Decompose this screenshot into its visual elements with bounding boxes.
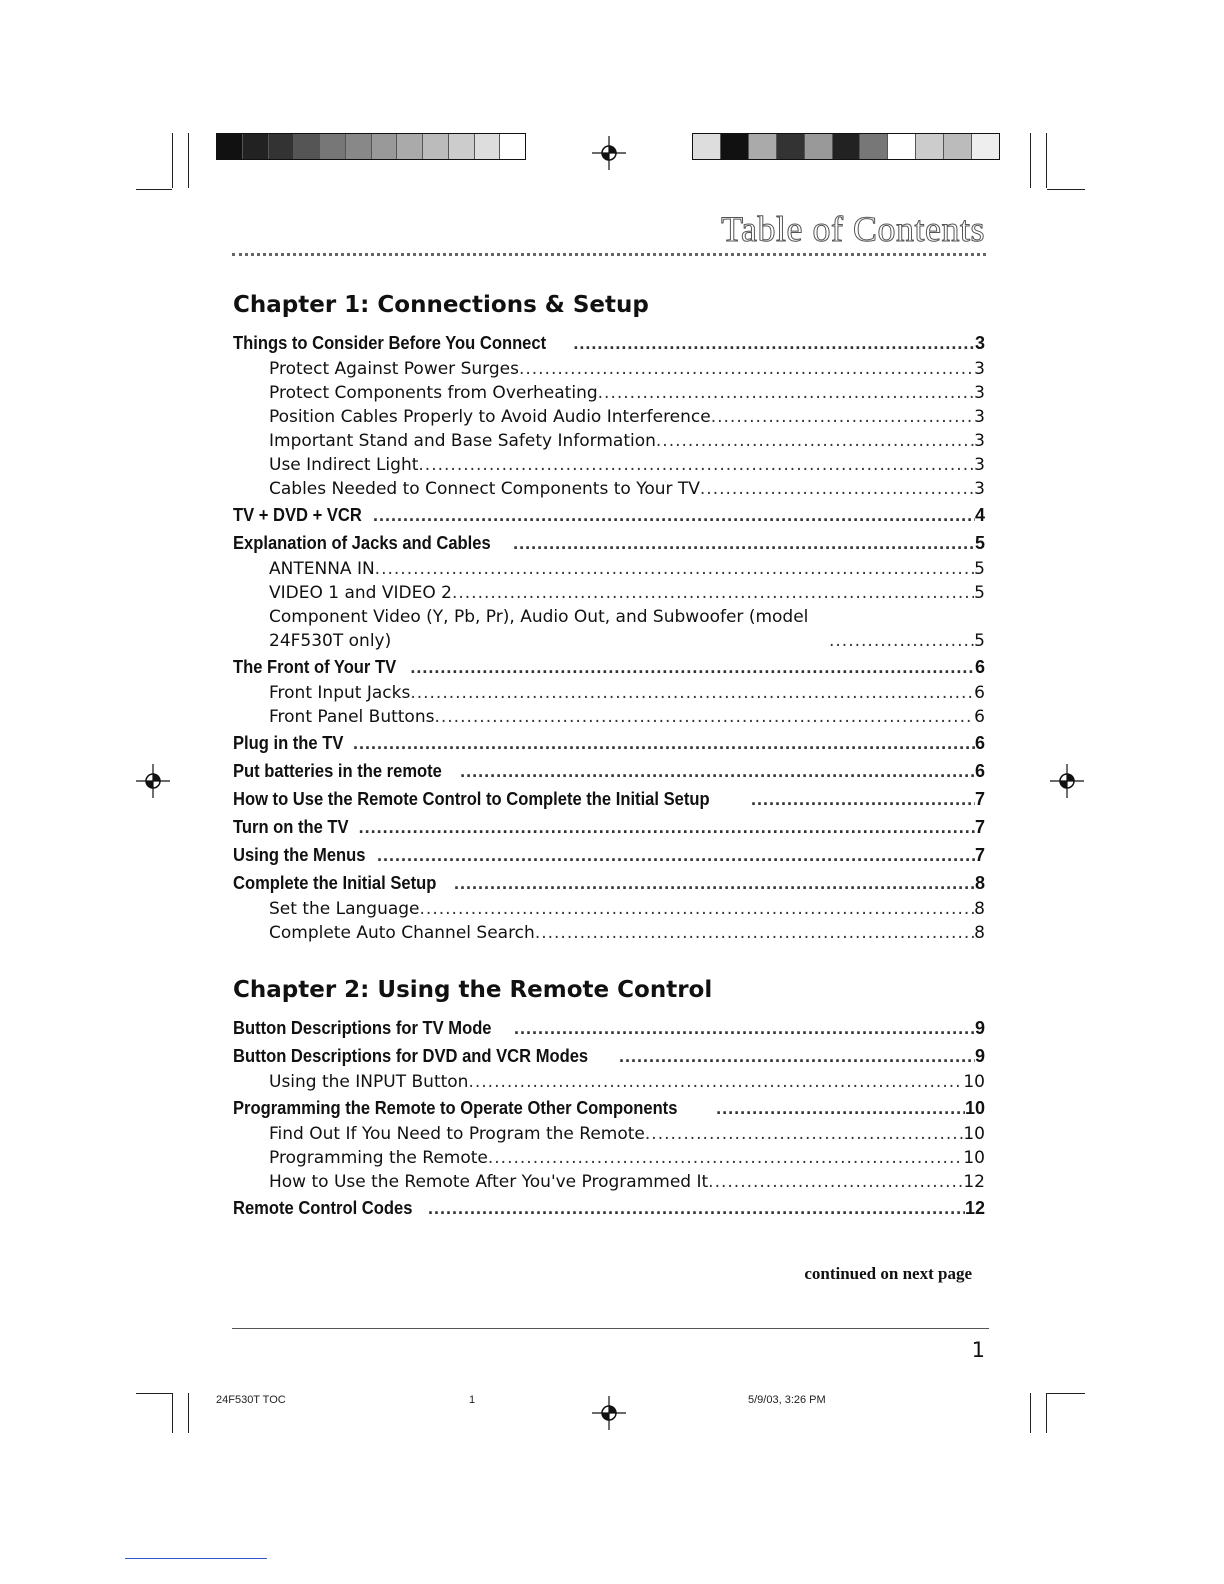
toc-entry-page: 3 <box>974 455 985 475</box>
toc-leader-dots <box>460 757 975 785</box>
toc-entry[interactable] <box>233 381 985 405</box>
toc-leader-dots <box>428 1194 965 1222</box>
toc-entry[interactable] <box>233 897 985 921</box>
toc-entry-page: 7 <box>974 817 985 837</box>
toc-entry[interactable] <box>233 429 985 453</box>
toc-entry-page: 3 <box>974 333 985 353</box>
toc-entry-page: 6 <box>974 683 985 703</box>
toc-leader-dots <box>353 729 975 757</box>
toc-entry[interactable] <box>233 1194 985 1222</box>
toc-entry-label: Button Descriptions for TV Mode <box>233 1018 492 1038</box>
slug-file: 24F530T TOC <box>216 1394 286 1406</box>
toc-entry-label: Component Video (Y, Pb, Pr), Audio Out, and Subwoofer (model 24F530T only) <box>269 607 809 651</box>
toc-entry-label: Find Out If You Need to Program the Remote <box>269 1124 645 1144</box>
toc-entry-label: Set the Language <box>269 899 420 919</box>
toc-entry[interactable] <box>233 921 985 945</box>
toc-entry[interactable] <box>233 329 985 357</box>
continued-note: continued on next page <box>804 1264 972 1283</box>
registration-mark-top <box>592 136 626 170</box>
toc-leader-dots <box>410 653 975 681</box>
toc-entry[interactable] <box>233 841 985 869</box>
toc-leader-dots <box>359 813 975 841</box>
toc-entry-page: 10 <box>963 1072 985 1092</box>
toc-entry-page: 6 <box>974 657 985 677</box>
registration-mark-bottom <box>592 1396 626 1430</box>
toc-leader-dots <box>373 501 975 529</box>
toc-entry-page: 10 <box>964 1098 985 1118</box>
header-divider <box>232 253 986 256</box>
toc-entry[interactable] <box>233 1014 985 1042</box>
toc-entry-label: Important Stand and Base Safety Information <box>269 431 656 451</box>
toc-entry-label: ANTENNA IN <box>269 559 375 579</box>
toc-entry-label: Using the INPUT Button <box>269 1072 469 1092</box>
toc-entry-label: Front Input Jacks <box>269 683 411 703</box>
toc-entry-label: Programming the Remote <box>269 1148 488 1168</box>
toc-entry[interactable] <box>233 705 985 729</box>
toc-entry-label: Programming the Remote to Operate Other Components <box>233 1098 678 1118</box>
toc-leader-dots <box>418 453 974 477</box>
toc-leader-dots <box>452 581 974 605</box>
toc-entry[interactable] <box>233 1146 985 1170</box>
page-title: Table of Contents <box>721 209 985 249</box>
toc-entry-page: 5 <box>974 559 985 579</box>
toc-entry-label: Plug in the TV <box>233 733 344 753</box>
toc-leader-dots <box>645 1122 963 1146</box>
toc-entry[interactable] <box>233 729 985 757</box>
toc-leader-dots <box>619 1042 975 1070</box>
chapter-2-title: Chapter 2: Using the Remote Control <box>233 977 713 1003</box>
toc-entry-page: 5 <box>974 533 985 553</box>
toc-entry-page: 12 <box>963 1172 985 1192</box>
toc-leader-dots <box>656 429 974 453</box>
toc-entry-label: Complete Auto Channel Search <box>269 923 535 943</box>
toc-entry-page: 4 <box>974 505 985 525</box>
toc-entry-page: 7 <box>974 789 985 809</box>
toc-leader-dots <box>410 681 974 705</box>
toc-leader-dots <box>751 785 975 813</box>
slug-page: 1 <box>469 1394 476 1406</box>
toc-entry[interactable] <box>233 681 985 705</box>
toc-leader-dots <box>535 921 974 945</box>
toc-leader-dots <box>716 1094 965 1122</box>
toc-entry-label: How to Use the Remote After You've Programmed It <box>269 1172 709 1192</box>
toc-entry[interactable] <box>233 1070 985 1094</box>
toc-entry-page: 10 <box>963 1148 985 1168</box>
toc-leader-dots <box>488 1146 963 1170</box>
toc-leader-dots <box>829 629 974 653</box>
toc-entry[interactable] <box>233 557 985 581</box>
toc-entry[interactable] <box>233 357 985 381</box>
chapter-2-toc <box>233 1014 985 1222</box>
toc-entry[interactable] <box>233 1094 985 1122</box>
toc-leader-dots <box>514 1014 975 1042</box>
toc-leader-dots <box>598 381 975 405</box>
toc-entry-label: Explanation of Jacks and Cables <box>233 533 491 553</box>
toc-entry-label: Position Cables Properly to Avoid Audio Interference <box>269 407 711 427</box>
color-bar-right <box>692 133 1000 160</box>
toc-entry-page: 3 <box>974 407 985 427</box>
toc-entry-page: 8 <box>974 899 985 919</box>
toc-entry-page: 9 <box>974 1018 985 1038</box>
toc-entry-label: VIDEO 1 and VIDEO 2 <box>269 583 452 603</box>
page-number: 1 <box>971 1338 985 1362</box>
toc-entry-label: Using the Menus <box>233 845 366 865</box>
toc-entry-page: 3 <box>974 431 985 451</box>
toc-entry-page: 5 <box>974 583 985 603</box>
toc-entry-page: 6 <box>974 733 985 753</box>
toc-entry-page: 3 <box>974 383 985 403</box>
toc-entry-label: Protect Components from Overheating <box>269 383 598 403</box>
toc-entry[interactable] <box>233 529 985 557</box>
toc-entry-label: Button Descriptions for DVD and VCR Modes <box>233 1046 589 1066</box>
toc-entry[interactable] <box>233 1170 985 1194</box>
chapter-1-toc <box>233 329 985 945</box>
toc-entry[interactable] <box>233 757 985 785</box>
toc-entry-page: 6 <box>974 707 985 727</box>
toc-entry-label: Turn on the TV <box>233 817 349 837</box>
toc-leader-dots <box>377 841 975 869</box>
toc-entry-page: 3 <box>974 479 985 499</box>
toc-leader-dots <box>513 529 975 557</box>
toc-entry[interactable] <box>233 453 985 477</box>
toc-entry-page: 8 <box>974 923 985 943</box>
toc-entry-page: 8 <box>974 873 985 893</box>
toc-leader-dots <box>454 869 975 897</box>
toc-entry-label: Remote Control Codes <box>233 1198 413 1218</box>
toc-entry-label: Put batteries in the remote <box>233 761 442 781</box>
toc-entry[interactable] <box>233 605 985 653</box>
toc-entry-label: TV + DVD + VCR <box>233 505 362 525</box>
toc-entry[interactable] <box>233 477 985 501</box>
toc-entry[interactable] <box>233 1042 985 1070</box>
toc-entry[interactable] <box>233 653 985 681</box>
registration-mark-left <box>136 764 170 798</box>
toc-entry-label: Use Indirect Light <box>269 455 419 475</box>
toc-entry-label: Complete the Initial Setup <box>233 873 437 893</box>
toc-leader-dots <box>420 897 975 921</box>
chapter-1-title: Chapter 1: Connections & Setup <box>233 292 649 318</box>
color-bar-left <box>216 133 526 160</box>
toc-entry-page: 12 <box>964 1198 985 1218</box>
toc-entry[interactable] <box>233 869 985 897</box>
toc-entry[interactable] <box>233 813 985 841</box>
toc-entry[interactable] <box>233 785 985 813</box>
toc-entry-label: How to Use the Remote Control to Complete the Initial Setup <box>233 789 710 809</box>
toc-leader-dots <box>519 357 974 381</box>
toc-leader-dots <box>711 405 974 429</box>
toc-leader-dots <box>434 705 974 729</box>
toc-entry-label: Cables Needed to Connect Components to Your TV <box>269 479 700 499</box>
toc-leader-dots <box>468 1070 963 1094</box>
footer-divider <box>232 1328 989 1329</box>
toc-entry[interactable] <box>233 581 985 605</box>
toc-entry-page: 6 <box>974 761 985 781</box>
toc-leader-dots <box>375 557 975 581</box>
toc-leader-dots <box>573 329 975 357</box>
slug-timestamp: 5/9/03, 3:26 PM <box>748 1394 826 1406</box>
toc-entry-page: 5 <box>974 631 985 651</box>
toc-entry-label: Protect Against Power Surges <box>269 359 519 379</box>
toc-entry-page: 10 <box>963 1124 985 1144</box>
toc-entry-page: 3 <box>974 359 985 379</box>
toc-entry-page: 7 <box>974 845 985 865</box>
toc-entry-page: 9 <box>974 1046 985 1066</box>
toc-leader-dots <box>700 477 974 501</box>
toc-entry-label: The Front of Your TV <box>233 657 397 677</box>
toc-leader-dots <box>708 1170 963 1194</box>
hyperlink-underline[interactable] <box>125 1558 267 1559</box>
toc-entry[interactable] <box>233 1122 985 1146</box>
toc-entry[interactable] <box>233 405 985 429</box>
toc-entry-label: Things to Consider Before You Connect <box>233 333 547 353</box>
toc-entry[interactable] <box>233 501 985 529</box>
registration-mark-right <box>1050 764 1084 798</box>
toc-entry-label: Front Panel Buttons <box>269 707 435 727</box>
